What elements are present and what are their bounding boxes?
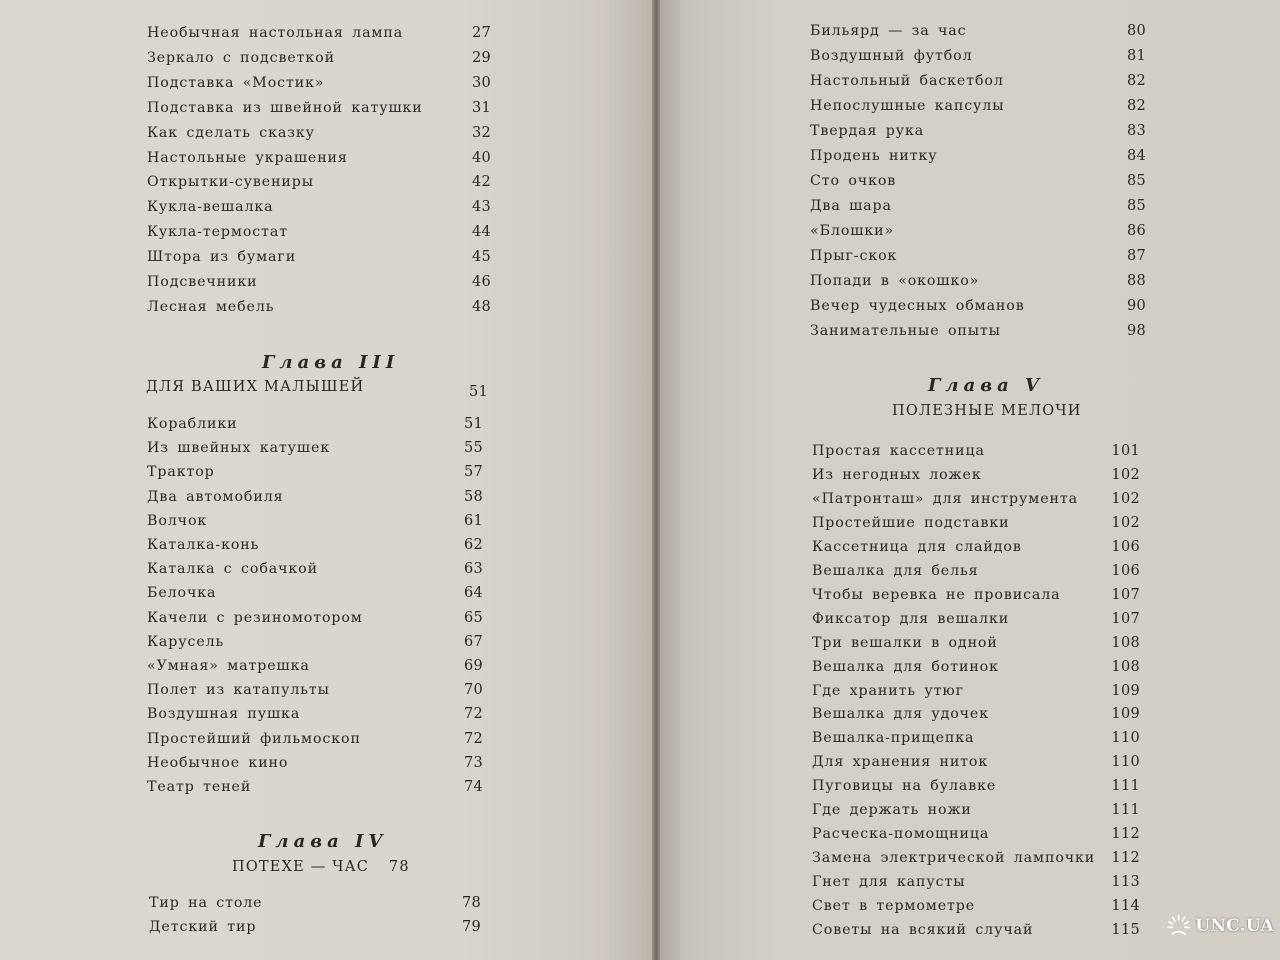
toc-entry — [810, 147, 1146, 165]
toc-entry-title: Прыг-скок — [810, 248, 898, 264]
toc-entry — [812, 658, 1142, 676]
toc-entry-title: Открытки-сувениры — [147, 174, 314, 191]
toc-entry-title: Настольный баскетбол — [810, 73, 1004, 89]
toc-entry-title: Кораблики — [147, 416, 238, 432]
toc-entry-page: 81 — [1126, 48, 1146, 64]
toc-entry-title: Для хранения ниток — [812, 754, 989, 771]
toc-entry — [147, 657, 487, 675]
toc-entry — [147, 681, 487, 699]
toc-entry-title: Каталка-конь — [147, 537, 260, 553]
chapter-5-title: ПОЛЕЗНЫЕ МЕЛОЧИ — [892, 403, 1082, 419]
toc-entry-page: 42 — [471, 174, 491, 191]
toc-entry-page: 78 — [461, 895, 481, 911]
toc-entry-page: 115 — [1111, 922, 1140, 938]
toc-entry-page: 67 — [463, 633, 483, 650]
toc-entry-title: Три вешалки в одной — [812, 634, 998, 651]
toc-entry-page: 85 — [1126, 198, 1146, 214]
toc-entry-page: 110 — [1111, 754, 1140, 771]
toc-entry-page: 69 — [463, 658, 483, 674]
toc-entry — [812, 729, 1142, 747]
chapter-3-page: 51 — [468, 384, 488, 400]
toc-entry — [147, 512, 487, 530]
toc-entry — [147, 463, 487, 481]
toc-entry-page: 63 — [463, 561, 483, 578]
toc-entry-title: Твердая рука — [810, 123, 925, 139]
toc-entry — [812, 849, 1142, 867]
toc-entry-page: 58 — [463, 488, 483, 505]
toc-entry — [147, 74, 497, 92]
toc-entry-page: 65 — [463, 609, 483, 626]
toc-entry-title: Советы на всякий случай — [812, 922, 1034, 938]
toc-entry — [147, 149, 497, 167]
toc-entry-page: 62 — [463, 537, 483, 553]
toc-entry-page: 27 — [471, 25, 491, 41]
toc-entry-page: 101 — [1111, 443, 1140, 459]
toc-entry-page: 46 — [471, 274, 491, 290]
toc-entry-title: «Умная» матрешка — [147, 658, 310, 674]
toc-entry-page: 86 — [1126, 223, 1146, 239]
toc-entry — [812, 490, 1142, 508]
toc-entry-page: 72 — [463, 730, 483, 747]
toc-entry — [149, 894, 481, 912]
toc-entry — [812, 801, 1142, 819]
toc-entry-page: 106 — [1111, 538, 1140, 555]
toc-entry-page: 79 — [461, 919, 481, 935]
toc-entry-page: 114 — [1111, 898, 1140, 915]
toc-entry — [147, 488, 487, 506]
toc-entry-title: Простейшие подставки — [812, 514, 1010, 531]
toc-entry — [147, 415, 487, 433]
toc-entry-page: 102 — [1111, 514, 1140, 531]
toc-entry-page: 107 — [1111, 610, 1140, 627]
toc-entry — [810, 322, 1146, 340]
toc-entry-page: 108 — [1111, 658, 1140, 675]
toc-entry — [810, 22, 1146, 40]
toc-entry-title: Вешалка для удочек — [812, 706, 989, 723]
toc-entry-title: Каталка с собачкой — [147, 561, 318, 578]
chapter-5-label: Глава V — [928, 375, 1044, 396]
toc-entry-page: 106 — [1111, 562, 1140, 579]
toc-entry-title: «Блошки» — [810, 223, 895, 239]
toc-entry-page: 72 — [463, 706, 483, 723]
toc-entry-title: Подставка «Мостик» — [147, 74, 325, 91]
toc-entry — [147, 298, 497, 316]
toc-entry-page: 64 — [463, 585, 483, 602]
toc-entry-page: 110 — [1111, 730, 1140, 747]
toc-entry-page: 111 — [1111, 778, 1140, 795]
toc-entry-page: 112 — [1111, 850, 1140, 867]
toc-entry — [147, 248, 497, 266]
toc-entry-title: Где хранить утюг — [812, 682, 964, 699]
toc-entry — [812, 777, 1142, 795]
toc-entry-title: Театр теней — [147, 779, 252, 795]
toc-entry-page: 111 — [1111, 802, 1140, 819]
toc-entry — [812, 442, 1142, 460]
toc-entry-page: 51 — [463, 416, 483, 432]
toc-entry-title: Подсвечники — [147, 274, 258, 290]
toc-entry-page: 102 — [1111, 466, 1140, 483]
toc-entry-page: 112 — [1111, 826, 1140, 843]
toc-entry — [810, 122, 1146, 140]
toc-entry — [147, 24, 497, 42]
toc-entry — [810, 72, 1146, 90]
toc-entry-page: 88 — [1126, 273, 1146, 289]
toc-entry — [812, 825, 1142, 843]
toc-entry — [147, 609, 487, 627]
toc-entry-page: 44 — [471, 224, 491, 241]
toc-entry-page: 40 — [471, 149, 491, 166]
toc-entry — [812, 586, 1142, 604]
toc-entry — [812, 753, 1142, 771]
toc-entry-page: 87 — [1126, 248, 1146, 264]
chapter-4-title — [232, 859, 410, 875]
toc-entry-title: Чтобы веревка не провисала — [812, 586, 1061, 603]
toc-entry — [812, 562, 1142, 580]
toc-entry — [147, 223, 497, 241]
chapter-4-title-text: ПОТЕХЕ — ЧАС — [232, 859, 370, 875]
toc-entry-title: Подставка из швейной катушки — [147, 99, 423, 116]
toc-entry — [147, 536, 487, 554]
toc-entry — [812, 514, 1142, 532]
toc-entry-title: Качели с резиномотором — [147, 609, 363, 626]
toc-entry — [810, 172, 1146, 190]
chapter-4-page: 78 — [388, 859, 410, 875]
toc-entry-page: 109 — [1111, 706, 1140, 723]
toc-entry — [147, 584, 487, 602]
toc-entry-page: 90 — [1126, 298, 1146, 314]
toc-entry — [149, 918, 481, 936]
toc-entry-page: 113 — [1111, 874, 1140, 891]
toc-entry-title: Настольные украшения — [147, 149, 348, 166]
toc-entry — [147, 754, 487, 772]
toc-entry-page: 48 — [471, 298, 491, 315]
toc-entry — [812, 921, 1142, 939]
toc-entry-title: Вешалка для ботинок — [812, 658, 999, 675]
toc-entry-title: Зеркало с подсветкой — [147, 49, 335, 66]
toc-entry-page: 108 — [1111, 634, 1140, 651]
toc-entry-title: Вешалка для белья — [812, 562, 979, 579]
toc-entry-title: Два автомобиля — [147, 488, 284, 505]
toc-entry-title: Простая кассетница — [812, 443, 985, 459]
toc-entry — [810, 222, 1146, 240]
toc-entry-title: Занимательные опыты — [810, 323, 1001, 339]
toc-entry-page: 73 — [463, 754, 483, 771]
toc-entry — [812, 705, 1142, 723]
toc-entry — [147, 198, 497, 216]
toc-entry-page: 82 — [1126, 73, 1146, 89]
toc-entry — [147, 273, 497, 291]
toc-entry-page: 32 — [471, 124, 491, 141]
toc-entry — [812, 682, 1142, 700]
toc-entry — [810, 197, 1146, 215]
toc-entry-title: Из швейных катушек — [147, 440, 331, 457]
toc-entry — [147, 705, 487, 723]
toc-entry-title: Замена электрической лампочки — [812, 850, 1096, 867]
toc-entry — [812, 538, 1142, 556]
toc-entry-page: 74 — [463, 779, 483, 795]
toc-entry-title: Кукла-вешалка — [147, 199, 274, 216]
toc-entry-title: Попади в «окошко» — [810, 273, 980, 289]
toc-entry — [812, 897, 1142, 915]
toc-entry-title: Вечер чудесных обманов — [810, 298, 1025, 314]
toc-entry-page: 85 — [1126, 173, 1146, 189]
toc-entry — [812, 610, 1142, 628]
toc-entry-title: Расческа-помощница — [812, 826, 990, 843]
book-gutter — [652, 0, 660, 960]
toc-entry-title: Воздушный футбол — [810, 48, 973, 64]
toc-entry-title: Необычная настольная лампа — [147, 25, 404, 41]
toc-entry-title: Бильярд — за час — [810, 23, 967, 39]
toc-entry-title: Из негодных ложек — [812, 466, 982, 483]
toc-entry — [147, 778, 487, 796]
toc-entry-title: Гнет для капусты — [812, 874, 966, 891]
toc-entry — [147, 633, 487, 651]
toc-entry-title: Карусель — [147, 633, 225, 650]
toc-entry — [810, 47, 1146, 65]
toc-entry — [147, 173, 497, 191]
toc-entry-page: 45 — [471, 249, 491, 266]
toc-entry-page: 80 — [1126, 23, 1146, 39]
toc-entry — [812, 466, 1142, 484]
toc-entry-page: 82 — [1126, 98, 1146, 114]
toc-entry — [810, 297, 1146, 315]
toc-entry-title: Свет в термометре — [812, 898, 976, 915]
watermark — [1166, 900, 1274, 952]
toc-entry-page: 70 — [463, 682, 483, 699]
toc-entry-title: Белочка — [147, 585, 217, 602]
chapter-3-title: ДЛЯ ВАШИХ МАЛЫШЕЙ — [146, 379, 365, 395]
toc-entry — [810, 97, 1146, 115]
toc-entry-title: Лесная мебель — [147, 298, 275, 315]
toc-entry-title: Сто очков — [810, 173, 897, 189]
toc-entry-title: Продень нитку — [810, 148, 938, 164]
sunburst-logo-icon — [1166, 908, 1191, 944]
chapter-4-label: Глава IV — [258, 831, 388, 852]
toc-entry-title: Пуговицы на булавке — [812, 778, 997, 795]
toc-entry-title: Непослушные капсулы — [810, 98, 1005, 114]
toc-entry-title: Где держать ножи — [812, 802, 972, 819]
toc-entry-title: Кукла-термостат — [147, 224, 288, 241]
watermark-text: UNC.UA — [1195, 916, 1274, 936]
toc-entry-page: 43 — [471, 199, 491, 216]
toc-entry-title: Детский тир — [149, 919, 257, 935]
toc-entry-title: Два шара — [810, 198, 892, 214]
toc-entry — [147, 730, 487, 748]
toc-entry-title: Волчок — [147, 512, 208, 529]
toc-entry-page: 31 — [471, 99, 491, 116]
toc-entry-page: 98 — [1126, 323, 1146, 339]
toc-entry — [147, 99, 497, 117]
toc-entry-page: 57 — [463, 464, 483, 481]
toc-entry-title: Вешалка-прищепка — [812, 730, 975, 747]
toc-entry — [147, 49, 497, 67]
toc-entry-title: Фиксатор для вешалки — [812, 610, 1010, 627]
toc-entry-title: Кассетница для слайдов — [812, 538, 1022, 555]
toc-entry-page: 55 — [463, 440, 483, 457]
toc-entry-title: «Патронташ» для инструмента — [812, 490, 1078, 507]
toc-entry-title: Необычное кино — [147, 754, 289, 771]
toc-entry-page: 83 — [1126, 123, 1146, 139]
toc-entry — [812, 873, 1142, 891]
toc-entry — [812, 634, 1142, 652]
toc-entry-title: Полет из катапульты — [147, 682, 330, 699]
toc-entry — [147, 560, 487, 578]
toc-entry-page: 102 — [1111, 490, 1140, 507]
toc-entry-title: Как сделать сказку — [147, 124, 315, 141]
toc-entry-title: Простейший фильмоскоп — [147, 730, 361, 747]
toc-entry-title: Воздушная пушка — [147, 706, 301, 723]
toc-entry-page: 107 — [1111, 586, 1140, 603]
toc-entry-title: Штора из бумаги — [147, 249, 297, 266]
toc-entry — [147, 124, 497, 142]
toc-entry-page: 61 — [463, 512, 483, 529]
toc-entry-page: 109 — [1111, 682, 1140, 699]
toc-entry-page: 84 — [1126, 148, 1146, 164]
toc-entry-title: Трактор — [147, 464, 215, 481]
toc-entry-page: 29 — [471, 49, 491, 66]
toc-entry — [147, 439, 487, 457]
toc-entry-title: Тир на столе — [149, 895, 263, 911]
toc-entry — [810, 272, 1146, 290]
toc-entry — [810, 247, 1146, 265]
chapter-3-label: Глава III — [262, 352, 400, 373]
toc-entry-page: 30 — [471, 74, 491, 91]
